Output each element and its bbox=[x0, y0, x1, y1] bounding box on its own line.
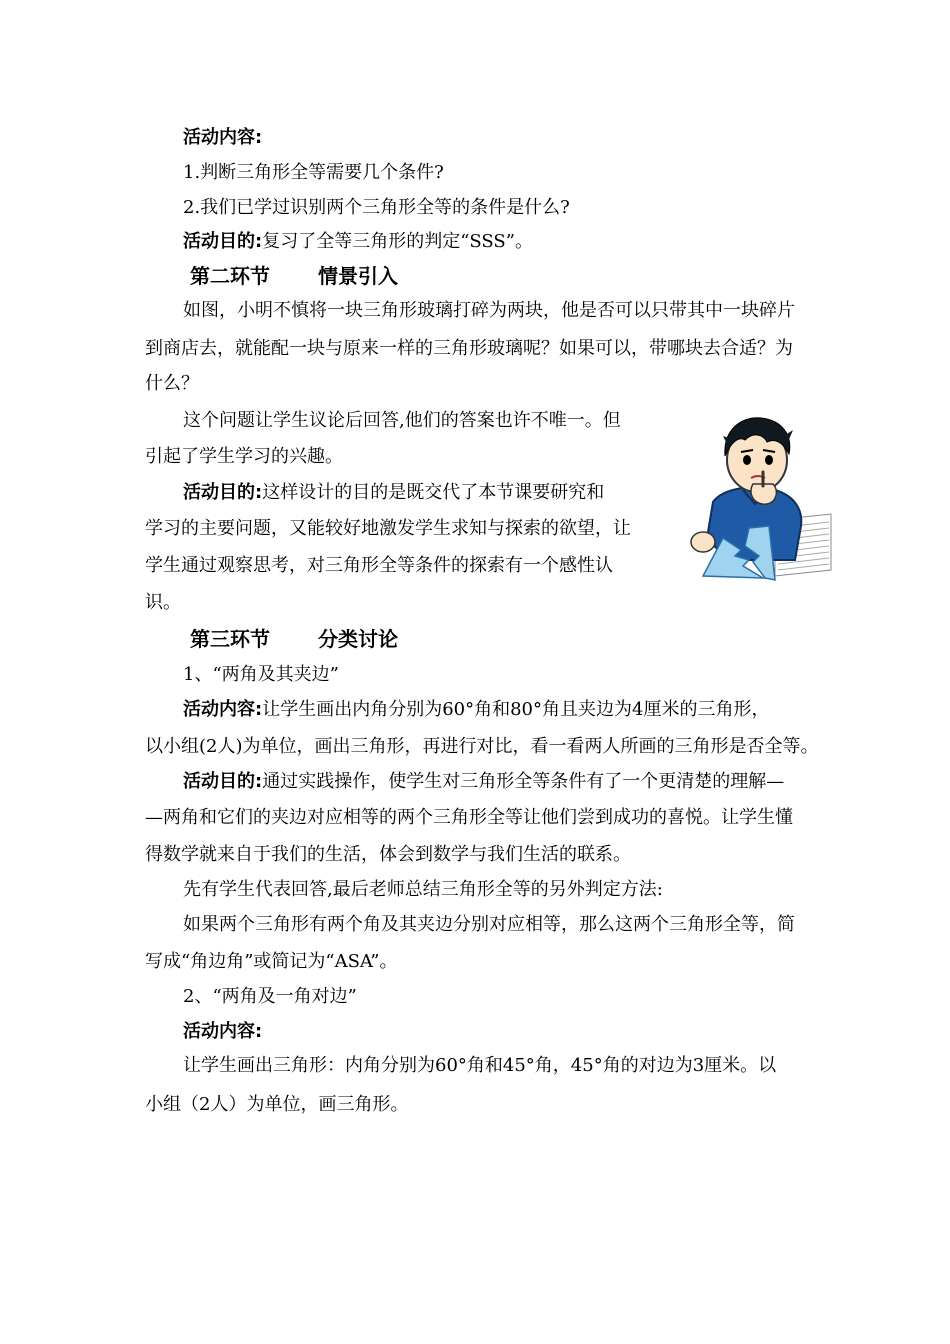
section-2-purpose-label: 活动目的: bbox=[183, 482, 263, 503]
question-1: 1.判断三角形全等需要几个条件? bbox=[183, 162, 444, 183]
item-2-line-2: 小组（2人）为单位，画三角形。 bbox=[145, 1094, 409, 1115]
item-1-purpose-line-3: 得数学就来自于我们的生活，体会到数学与我们生活的联系。 bbox=[145, 844, 631, 865]
item-1-purpose-line-2: —两角和它们的夹边对应相等的两个三角形全等让他们尝到成功的喜悦。让学生懂 bbox=[145, 807, 793, 828]
item-2-content-label: 活动内容: bbox=[183, 1021, 263, 1042]
section-2-heading bbox=[190, 263, 398, 289]
activity-content-label: 活动内容: bbox=[183, 127, 263, 148]
section-2-purpose-line-4: 识。 bbox=[145, 592, 181, 613]
boy-thinking-broken-glass-illustration bbox=[683, 410, 833, 585]
scenario-line-1: 如图，小明不慎将一块三角形玻璃打碎为两块，他是否可以只带其中一块碎片 bbox=[183, 300, 795, 321]
discussion-line-2: 引起了学生学习的兴趣。 bbox=[145, 446, 343, 467]
section-2-purpose-line-2: 学习的主要问题，又能较好地激发学生求知与探索的欲望，让 bbox=[145, 518, 631, 539]
item-2-line-1: 让学生画出三角形：内角分别为60°角和45°角，45°角的对边为3厘米。以 bbox=[183, 1055, 777, 1076]
item-1-content-line-1 bbox=[183, 698, 769, 722]
section-2-purpose-text: 这样设计的目的是既交代了本节课要研究和 bbox=[262, 482, 605, 503]
discussion-line-1: 这个问题让学生议论后回答,他们的答案也许不唯一。但 bbox=[183, 410, 621, 431]
item-1-purpose-text: 通过实践操作，使学生对三角形全等条件有了一个更清楚的理解— bbox=[262, 771, 785, 792]
item-1-purpose-label: 活动目的: bbox=[183, 771, 263, 792]
item-1-content-text: 让学生画出内角分别为60°角和80°角且夹边为4厘米的三角形， bbox=[262, 699, 770, 720]
item-1-content-label: 活动内容: bbox=[183, 699, 263, 720]
activity-purpose-label: 活动目的: bbox=[183, 231, 263, 252]
boy-illustration-icon bbox=[683, 410, 833, 585]
section-3-heading-number: 第三环节 bbox=[190, 627, 270, 651]
activity-purpose-text: 复习了全等三角形的判定“SSS”。 bbox=[262, 231, 533, 252]
section-3-heading bbox=[190, 626, 398, 652]
item-1-purpose-line-1 bbox=[183, 770, 784, 794]
scenario-line-2: 到商店去，就能配一块与原来一样的三角形玻璃呢？如果可以，带哪块去合适？为 bbox=[145, 338, 793, 359]
question-2: 2.我们已学过识别两个三角形全等的条件是什么? bbox=[183, 197, 570, 218]
scenario-line-3: 什么？ bbox=[145, 373, 199, 394]
section-2-purpose-line-1 bbox=[183, 481, 604, 505]
item-2-title: 2、“两角及一角对边” bbox=[183, 986, 357, 1007]
asa-rule-line-2: 写成“角边角”或简记为“ASA”。 bbox=[145, 951, 398, 972]
item-1-title: 1、“两角及其夹边” bbox=[183, 664, 339, 685]
summary-line: 先有学生代表回答,最后老师总结三角形全等的另外判定方法: bbox=[183, 879, 663, 900]
asa-rule-line-1: 如果两个三角形有两个角及其夹边分别对应相等，那么这两个三角形全等，简 bbox=[183, 914, 795, 935]
section-2-purpose-line-3: 学生通过观察思考，对三角形全等条件的探索有一个感性认 bbox=[145, 555, 613, 576]
item-1-content-line-2: 以小组(2人)为单位，画出三角形，再进行对比，看一看两人所画的三角形是否全等。 bbox=[145, 736, 819, 757]
activity-purpose-1 bbox=[183, 230, 533, 254]
section-2-heading-number: 第二环节 bbox=[190, 264, 270, 288]
section-3-heading-title: 分类讨论 bbox=[318, 627, 398, 651]
section-2-heading-title: 情景引入 bbox=[318, 264, 398, 288]
